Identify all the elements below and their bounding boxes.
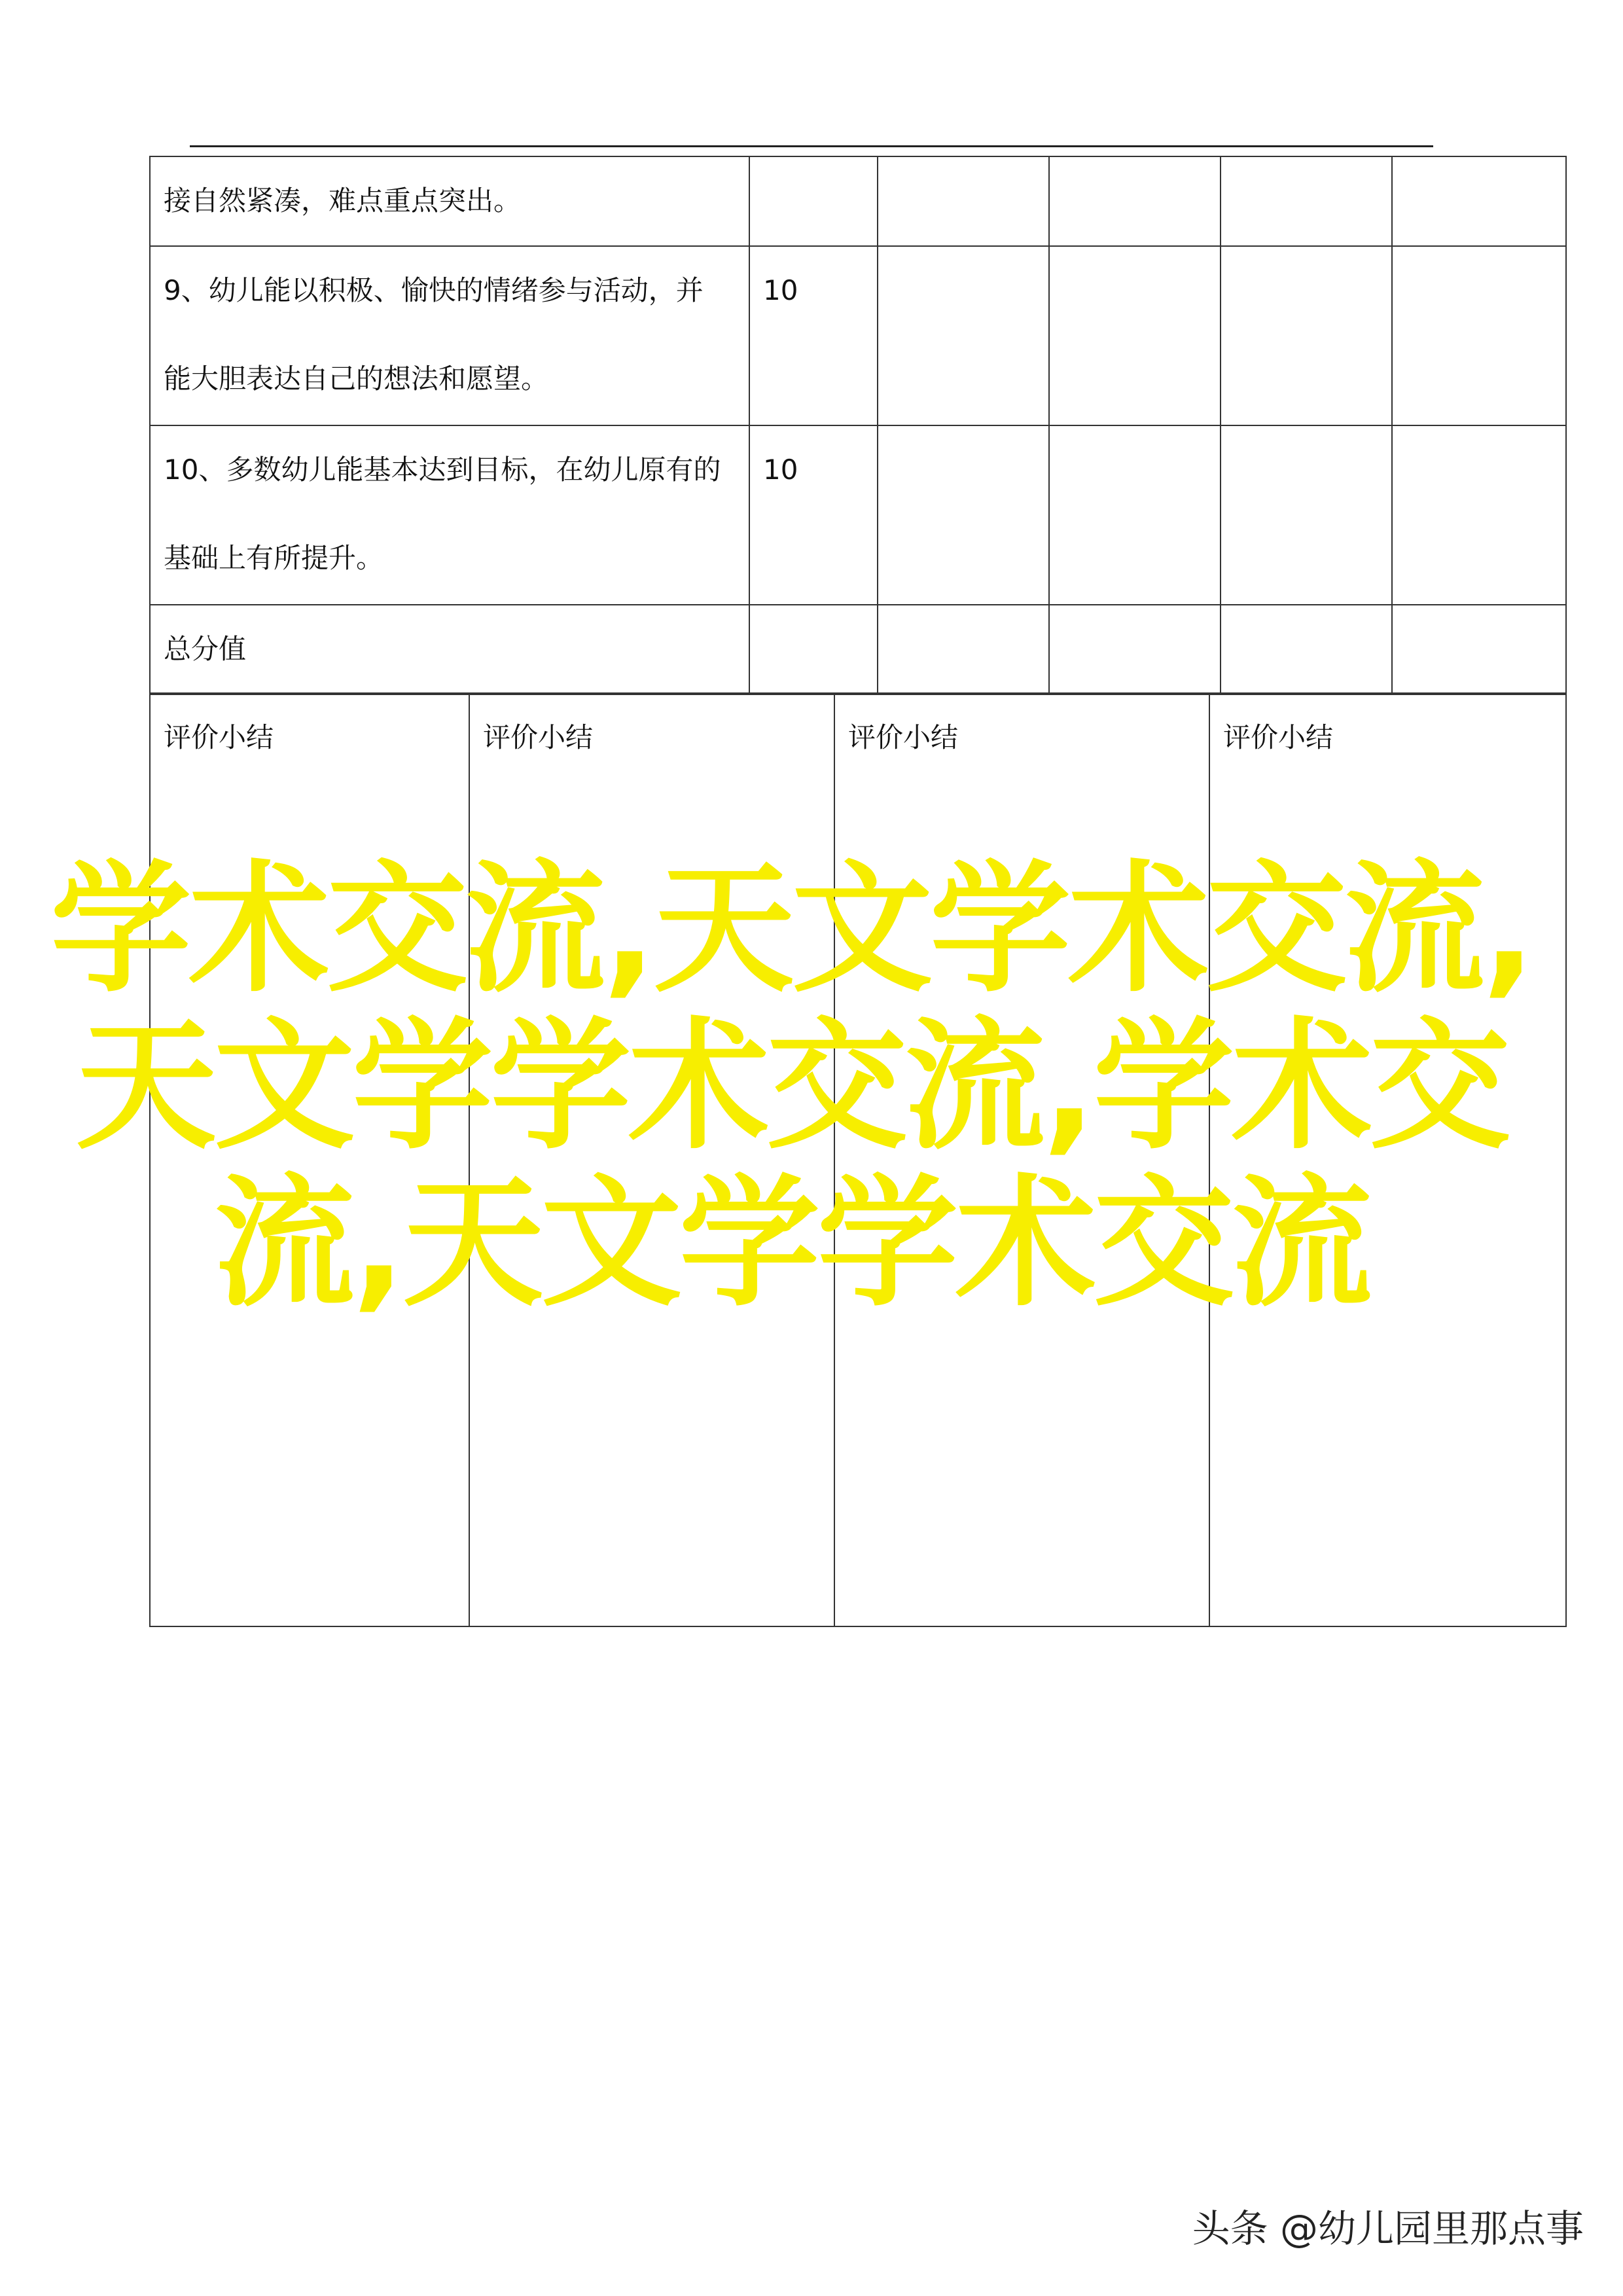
criterion-cell bbox=[150, 246, 749, 425]
empty-cell bbox=[878, 156, 1049, 246]
empty-cell bbox=[878, 605, 1049, 694]
criterion-line: 9、幼儿能以积极、愉快的情绪参与活动，并 bbox=[164, 274, 704, 306]
criterion-cell bbox=[150, 425, 749, 605]
summary-label: 评价小结 bbox=[483, 721, 594, 753]
evaluation-table bbox=[149, 156, 1567, 695]
empty-cell bbox=[1392, 156, 1566, 246]
table-row bbox=[150, 605, 1566, 694]
empty-cell bbox=[878, 246, 1049, 425]
summary-label: 评价小结 bbox=[1223, 721, 1334, 753]
total-label: 总分值 bbox=[164, 633, 247, 665]
score-value bbox=[750, 157, 877, 187]
criterion-line: 基础上有所提升。 bbox=[164, 542, 384, 574]
criterion-line: 能大胆表达自己的想法和愿望。 bbox=[164, 363, 549, 395]
empty-cell bbox=[878, 425, 1049, 605]
criterion-block bbox=[151, 247, 749, 393]
empty-cell bbox=[1049, 156, 1221, 246]
empty-cell bbox=[1392, 425, 1566, 605]
criterion-cell bbox=[150, 156, 749, 246]
score-value: 10 bbox=[763, 454, 798, 486]
empty-cell bbox=[1221, 156, 1392, 246]
empty-cell bbox=[1221, 605, 1392, 694]
empty-cell bbox=[1392, 605, 1566, 694]
criterion-block bbox=[151, 426, 749, 572]
summary-label: 评价小结 bbox=[848, 721, 959, 753]
criterion-line: 10、多数幼儿能基本达到目标，在幼儿原有的 bbox=[164, 454, 721, 486]
header-rule bbox=[190, 145, 1433, 147]
score-cell bbox=[749, 246, 878, 425]
footer-source: 头条 @幼儿园里那点事 bbox=[1192, 2206, 1584, 2251]
total-label-cell bbox=[150, 605, 749, 694]
empty-cell bbox=[1049, 246, 1221, 425]
empty-cell bbox=[1221, 425, 1392, 605]
watermark-overlay: 学术交流,天文学术交流,天文学学术交流,学术交流,天文学学术交流 bbox=[50, 847, 1533, 1325]
empty-cell bbox=[1392, 246, 1566, 425]
criterion-text: 接自然紧凑，难点重点突出。 bbox=[164, 185, 522, 217]
score-cell bbox=[749, 156, 878, 246]
score-cell bbox=[749, 425, 878, 605]
table-row bbox=[150, 246, 1566, 425]
score-cell bbox=[749, 605, 878, 694]
score-value: 10 bbox=[763, 274, 798, 306]
score-value bbox=[750, 605, 877, 636]
empty-cell bbox=[1049, 605, 1221, 694]
empty-cell bbox=[1049, 425, 1221, 605]
table-row bbox=[150, 156, 1566, 246]
empty-cell bbox=[1221, 246, 1392, 425]
table-row bbox=[150, 425, 1566, 605]
summary-label: 评价小结 bbox=[164, 721, 274, 753]
